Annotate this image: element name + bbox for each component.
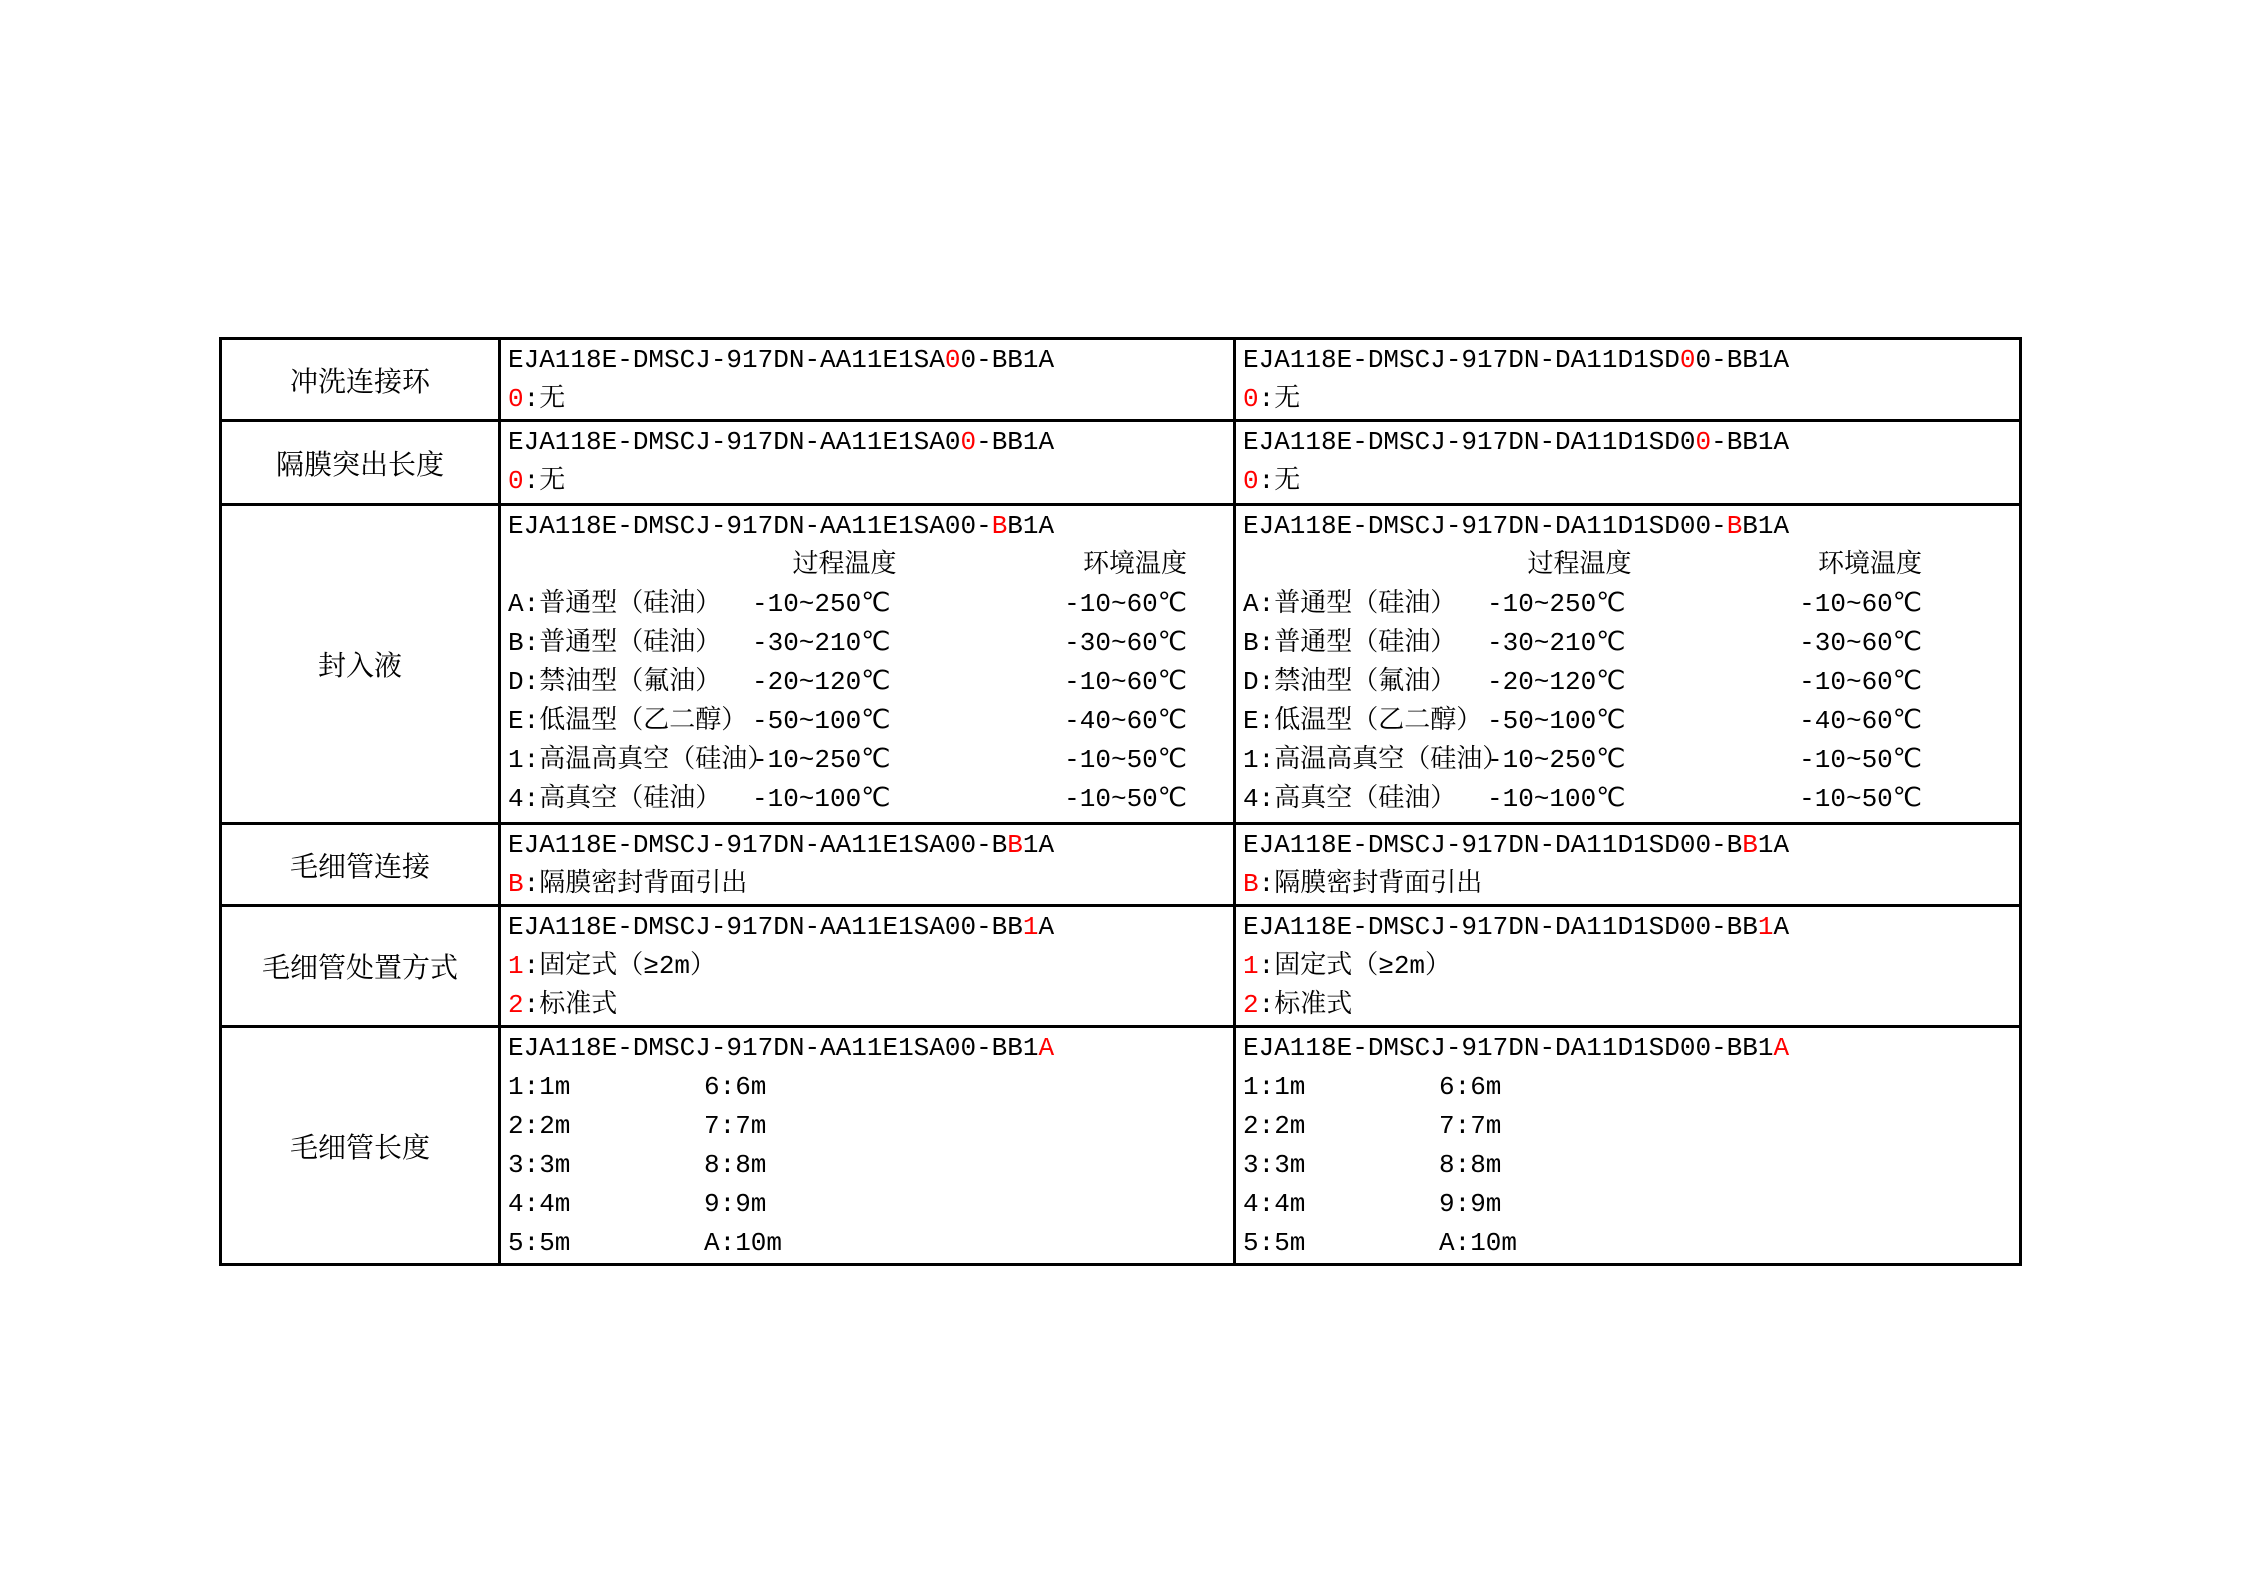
code-suffix: A	[1038, 912, 1055, 942]
temp-option-ambient: -40~60℃	[1064, 706, 1187, 736]
spec-cell	[1233, 825, 2019, 904]
code-highlight: 0	[944, 345, 961, 375]
code-prefix: EJA118E-DMSCJ-917DN-AA11E1SA00-B	[508, 830, 1008, 860]
temp-header-process: 过程温度	[1527, 550, 1632, 580]
length-option-right: 7:7m	[704, 1111, 767, 1141]
temp-option-label	[508, 741, 774, 780]
option-key: E	[508, 706, 524, 736]
temp-option-ambient: -10~60℃	[1799, 667, 1922, 697]
option-key: 2	[1243, 990, 1259, 1020]
model-code	[508, 908, 1233, 947]
temp-option-line	[1243, 780, 2019, 819]
code-prefix: EJA118E-DMSCJ-917DN-AA11E1SA0	[508, 427, 961, 457]
length-option-right: A:10m	[704, 1228, 783, 1258]
spec-cell	[498, 506, 1233, 822]
option-text: :隔膜密封背面引出	[1258, 869, 1483, 899]
temp-header-spacer	[508, 546, 752, 585]
option-key: 1	[508, 745, 524, 775]
model-code	[508, 507, 1233, 546]
length-option-left: 3:3m	[508, 1150, 571, 1180]
row-label: 隔膜突出长度	[275, 451, 444, 483]
length-option-right: 7:7m	[1439, 1111, 1502, 1141]
option-line	[1243, 380, 2019, 419]
spec-cell	[498, 825, 1233, 904]
row-label: 封入液	[317, 653, 402, 684]
option-key: A	[508, 589, 524, 619]
code-highlight: A	[1038, 1033, 1055, 1063]
option-key: 1	[1243, 951, 1259, 981]
temp-option-ambient: -10~50℃	[1799, 784, 1922, 814]
temp-option-line	[508, 624, 1233, 663]
model-code	[508, 826, 1233, 865]
option-text: :隔膜密封背面引出	[523, 869, 748, 899]
spec-cell	[1233, 340, 2019, 419]
length-pair-line	[1243, 1185, 2019, 1224]
temp-option-ambient: -10~50℃	[1064, 784, 1187, 814]
option-text: :无	[523, 466, 566, 496]
temp-header-line	[1243, 546, 2019, 585]
option-text: :固定式（≥2m）	[1258, 951, 1452, 981]
option-text: :无	[1258, 384, 1301, 414]
option-text: :高真空（硅油）	[523, 784, 722, 814]
temp-option-process: -10~250℃	[1487, 745, 1626, 775]
length-option-right: 8:8m	[704, 1150, 767, 1180]
spec-cell	[1233, 506, 2019, 822]
model-code	[1243, 341, 2019, 380]
temp-option-process: -50~100℃	[752, 706, 891, 736]
temp-header-ambient: 环境温度	[1817, 550, 1922, 580]
spec-cell	[498, 340, 1233, 419]
code-highlight: B	[991, 511, 1008, 541]
temp-option-line	[1243, 663, 2019, 702]
option-text: :无	[523, 384, 566, 414]
option-line	[508, 380, 1233, 419]
model-code	[508, 1029, 1233, 1068]
option-key: D	[1243, 667, 1259, 697]
temp-option-process: -30~210℃	[752, 628, 891, 658]
temp-option-ambient: -10~50℃	[1064, 745, 1187, 775]
length-pair-line	[1243, 1068, 2019, 1107]
option-text: :普通型（硅油）	[1258, 589, 1457, 619]
temp-option-label	[1243, 702, 1487, 741]
temp-option-line	[1243, 585, 2019, 624]
option-line	[508, 462, 1233, 501]
temp-option-ambient: -40~60℃	[1799, 706, 1922, 736]
length-pair-line	[1243, 1107, 2019, 1146]
spec-cell	[498, 907, 1233, 1025]
row-label: 毛细管长度	[289, 1134, 430, 1166]
temp-option-process: -10~250℃	[1487, 589, 1626, 619]
option-key: B	[508, 869, 524, 899]
option-key: 4	[508, 784, 524, 814]
spec-cell	[1233, 422, 2019, 503]
temp-option-label	[1243, 663, 1487, 702]
table-row	[222, 340, 2019, 419]
temp-option-process: -10~100℃	[752, 784, 891, 814]
spec-cell	[498, 1028, 1233, 1263]
temp-option-line	[508, 741, 1233, 780]
option-key: 4	[1243, 784, 1259, 814]
temp-option-label	[508, 702, 752, 741]
model-code	[508, 341, 1233, 380]
model-code	[1243, 908, 2019, 947]
row-label: 毛细管处置方式	[261, 955, 458, 986]
temp-option-line	[508, 780, 1233, 819]
length-option-left: 1:1m	[508, 1072, 571, 1102]
length-option-left: 3:3m	[1243, 1150, 1306, 1180]
model-code	[1243, 423, 2019, 462]
temp-option-process: -20~120℃	[752, 667, 891, 697]
temp-option-line	[508, 663, 1233, 702]
option-text: :普通型（硅油）	[1258, 628, 1457, 658]
option-key: 0	[508, 466, 524, 496]
code-prefix: EJA118E-DMSCJ-917DN-AA11E1SA00-BB1	[508, 1033, 1039, 1063]
code-prefix: EJA118E-DMSCJ-917DN-DA11D1SD00-BB1	[1243, 1033, 1774, 1063]
length-option-left: 1:1m	[1243, 1072, 1306, 1102]
temp-option-label	[1243, 624, 1487, 663]
option-line	[1243, 947, 2019, 986]
option-key: A	[1243, 589, 1259, 619]
option-key: 0	[508, 384, 524, 414]
temp-option-line	[508, 702, 1233, 741]
length-option-right: 6:6m	[704, 1072, 767, 1102]
length-pair-line	[508, 1224, 1233, 1263]
length-option-left: 4:4m	[1243, 1189, 1306, 1219]
option-key: B	[1243, 628, 1259, 658]
temp-option-process: -10~100℃	[1487, 784, 1626, 814]
table-row	[222, 1025, 2019, 1263]
temp-option-process: -50~100℃	[1487, 706, 1626, 736]
code-highlight: 0	[1679, 345, 1696, 375]
length-option-right: A:10m	[1439, 1228, 1518, 1258]
model-code	[1243, 826, 2019, 865]
option-text: :高温高真空（硅油）	[523, 745, 774, 775]
temp-option-label	[508, 663, 752, 702]
model-code	[1243, 1029, 2019, 1068]
table-row	[222, 822, 2019, 904]
option-key: B	[1243, 869, 1259, 899]
code-highlight: B	[1007, 830, 1023, 860]
option-key: E	[1243, 706, 1259, 736]
temp-option-ambient: -10~60℃	[1799, 589, 1922, 619]
option-text: :普通型（硅油）	[523, 589, 722, 619]
code-highlight: B	[1726, 511, 1743, 541]
temp-option-ambient: -10~50℃	[1799, 745, 1922, 775]
code-highlight: 0	[1695, 427, 1712, 457]
length-pair-line	[1243, 1224, 2019, 1263]
code-suffix: -BB1A	[976, 427, 1055, 457]
length-option-right: 9:9m	[1439, 1189, 1502, 1219]
code-prefix: EJA118E-DMSCJ-917DN-AA11E1SA	[508, 345, 945, 375]
spec-cell	[1233, 1028, 2019, 1263]
option-line	[508, 986, 1233, 1025]
option-key: 2	[508, 990, 524, 1020]
option-key: 0	[1243, 466, 1259, 496]
length-option-left: 4:4m	[508, 1189, 571, 1219]
option-key: 1	[1243, 745, 1259, 775]
length-pair-line	[508, 1107, 1233, 1146]
temp-option-process: -30~210℃	[1487, 628, 1626, 658]
option-key: 0	[1243, 384, 1259, 414]
temp-option-line	[1243, 741, 2019, 780]
option-key: B	[508, 628, 524, 658]
code-suffix: 0-BB1A	[1695, 345, 1790, 375]
code-prefix: EJA118E-DMSCJ-917DN-DA11D1SD00-	[1243, 511, 1727, 541]
model-code	[508, 423, 1233, 462]
code-highlight: B	[1742, 830, 1758, 860]
code-highlight: 1	[1022, 912, 1039, 942]
option-text: :禁油型（氟油）	[523, 667, 722, 697]
temp-option-label	[1243, 780, 1487, 819]
option-text: :高真空（硅油）	[1258, 784, 1457, 814]
temp-option-label	[1243, 585, 1487, 624]
length-option-right: 8:8m	[1439, 1150, 1502, 1180]
temp-option-line	[508, 585, 1233, 624]
temp-option-ambient: -30~60℃	[1799, 628, 1922, 658]
code-suffix: B1A	[1742, 511, 1790, 541]
option-text: :低温型（乙二醇）	[523, 706, 748, 736]
table-row	[222, 503, 2019, 822]
temp-header-ambient: 环境温度	[1082, 550, 1187, 580]
option-line	[1243, 865, 2019, 904]
temp-option-label	[508, 624, 752, 663]
length-option-left: 2:2m	[508, 1111, 571, 1141]
row-label: 毛细管连接	[289, 853, 430, 885]
option-text: :低温型（乙二醇）	[1258, 706, 1483, 736]
option-text: :标准式	[1258, 990, 1353, 1020]
option-line	[1243, 986, 2019, 1025]
temp-header-spacer	[1243, 546, 1487, 585]
temp-header-line	[508, 546, 1233, 585]
length-pair-line	[508, 1185, 1233, 1224]
length-pair-line	[508, 1146, 1233, 1185]
code-prefix: EJA118E-DMSCJ-917DN-DA11D1SD00-B	[1243, 830, 1743, 860]
code-suffix: 1A	[1757, 830, 1790, 860]
temp-option-line	[1243, 624, 2019, 663]
temp-option-ambient: -10~60℃	[1064, 667, 1187, 697]
code-highlight: 1	[1757, 912, 1774, 942]
option-text: :普通型（硅油）	[523, 628, 722, 658]
code-suffix: A	[1773, 912, 1790, 942]
option-text: :固定式（≥2m）	[523, 951, 717, 981]
code-highlight: 0	[960, 427, 977, 457]
length-option-left: 2:2m	[1243, 1111, 1306, 1141]
table-row	[222, 419, 2019, 503]
code-prefix: EJA118E-DMSCJ-917DN-AA11E1SA00-	[508, 511, 992, 541]
code-highlight: A	[1773, 1033, 1790, 1063]
code-prefix: EJA118E-DMSCJ-917DN-DA11D1SD00-BB	[1243, 912, 1758, 942]
temp-option-ambient: -30~60℃	[1064, 628, 1187, 658]
option-text: :无	[1258, 466, 1301, 496]
option-key: 1	[508, 951, 524, 981]
table-row	[222, 904, 2019, 1025]
code-prefix: EJA118E-DMSCJ-917DN-AA11E1SA00-BB	[508, 912, 1023, 942]
code-prefix: EJA118E-DMSCJ-917DN-DA11D1SD	[1243, 345, 1680, 375]
option-line	[508, 865, 1233, 904]
option-text: :禁油型（氟油）	[1258, 667, 1457, 697]
model-code	[1243, 507, 2019, 546]
length-pair-line	[1243, 1146, 2019, 1185]
row-label: 冲洗连接环	[289, 368, 430, 400]
length-option-right: 9:9m	[704, 1189, 767, 1219]
length-option-left: 5:5m	[1243, 1228, 1306, 1258]
temp-option-process: -10~250℃	[752, 745, 891, 775]
length-pair-line	[508, 1068, 1233, 1107]
option-line	[1243, 462, 2019, 501]
option-text: :高温高真空（硅油）	[1258, 745, 1509, 775]
spec-cell	[1233, 907, 2019, 1025]
code-suffix: 0-BB1A	[960, 345, 1055, 375]
temp-option-process: -20~120℃	[1487, 667, 1626, 697]
option-key: D	[508, 667, 524, 697]
option-line	[508, 947, 1233, 986]
code-prefix: EJA118E-DMSCJ-917DN-DA11D1SD0	[1243, 427, 1696, 457]
spec-cell	[498, 422, 1233, 503]
code-suffix: -BB1A	[1711, 427, 1790, 457]
temp-header-process: 过程温度	[792, 550, 897, 580]
spec-table	[219, 337, 2022, 1266]
code-suffix: 1A	[1022, 830, 1055, 860]
length-option-left: 5:5m	[508, 1228, 571, 1258]
temp-option-ambient: -10~60℃	[1064, 589, 1187, 619]
temp-option-process: -10~250℃	[752, 589, 891, 619]
code-suffix: B1A	[1007, 511, 1055, 541]
temp-option-label	[508, 585, 752, 624]
temp-option-label	[1243, 741, 1509, 780]
length-option-right: 6:6m	[1439, 1072, 1502, 1102]
option-text: :标准式	[523, 990, 618, 1020]
temp-option-line	[1243, 702, 2019, 741]
temp-option-label	[508, 780, 752, 819]
